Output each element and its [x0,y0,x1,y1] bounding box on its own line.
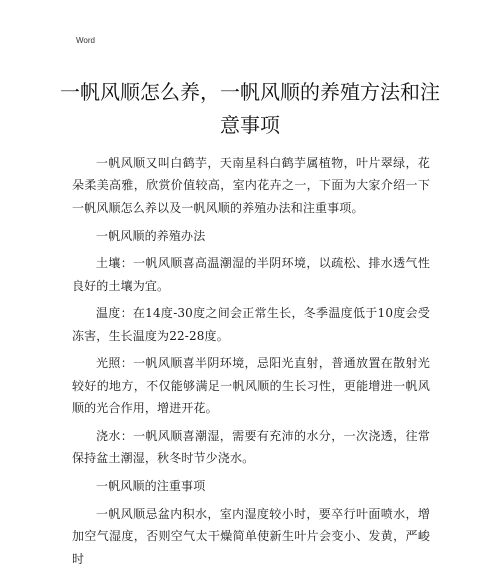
paragraph-light: 光照：一帆风顺喜半阴环境，忌阳光直射，普通放置在散射光较好的地方，不仅能够满足一帆风顺的生长习性，更能增进一帆风顺的光合作用，增进开花。 [72,356,430,416]
section-heading-care-methods: 一帆风顺的养殖办法 [96,228,206,243]
section-heading-precautions: 一帆风顺的注重事项 [96,479,206,494]
paragraph-temperature: 温度：在14度-30度之间会正常生长，冬季温度低于10度会受冻害，生长温度为22-28度。 [72,306,430,343]
document-title: 一帆风顺怎么养，一帆风顺的养殖方法和注意事项 [60,80,440,137]
paragraph-watering: 浇水：一帆风顺喜潮湿，需要有充沛的水分，一次浇透，往常保持盆土潮湿，秋冬时节少浇水。 [72,428,430,466]
document-body [72,152,430,575]
paragraph-soil: 土壤：一帆风顺喜高温潮湿的半阴环境，以疏松、排水透气性良好的土壤为宜。 [72,256,430,293]
paragraph-intro: 一帆风顺又叫白鹤芋，天南星科白鹤芋属植物，叶片翠绿，花朵柔美高雅，欣赏价值较高，室内花卉之一，下面为大家介绍一下一帆风顺怎么养以及一帆风顺的养殖办法和注重事项。 [72,156,430,215]
paragraph-precautions: 一帆风顺忌盆内积水，室内湿度较小时，要卒行叶面喷水，增加空气湿度，否则空气太干燥简单使新生叶片会变小、发黄，严峻时 [72,506,430,566]
app-label: Word [76,36,95,45]
